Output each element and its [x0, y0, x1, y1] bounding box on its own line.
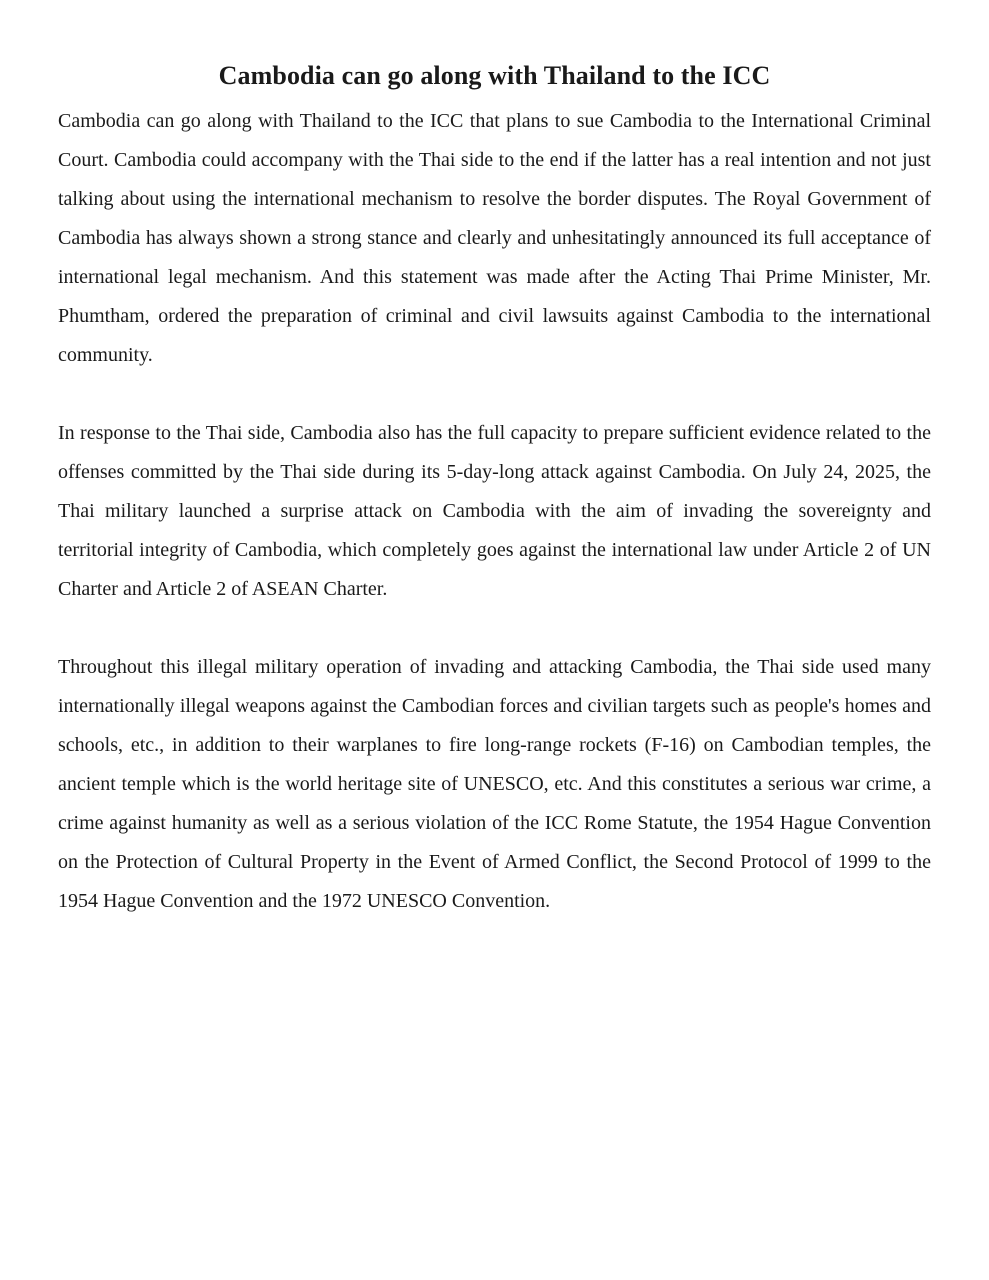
document-title: Cambodia can go along with Thailand to the ICC [218, 61, 771, 90]
paragraph-3: Throughout this illegal military operation of invading and attacking Cambodia, the Thai side used many internationally illegal weapons against the Cambodian forces and civilian targets such as people's homes and schools, etc., in addition to their warplanes to fire long-range rockets (F-16) on Cambodian temples, the ancient temple which is the world heritage site of UNESCO, etc. And this constitutes a serious war crime, a crime against humanity as well as a serious violation of the ICC Rome Statute, the 1954 Hague Convention on the Protection of Cultural Property in the Event of Armed Conflict, the Second Protocol of 1999 to the 1954 Hague Convention and the 1972 UNESCO Convention. [58, 656, 931, 912]
paragraph-2: In response to the Thai side, Cambodia also has the full capacity to prepare sufficient evidence related to the offenses committed by the Thai side during its 5-day-long attack against Cambodia. On July 24, 2025, the Thai military launched a surprise attack on Cambodia with the aim of invading the sovereignty and territorial integrity of Cambodia, which completely goes against the international law under Article 2 of UN Charter and Article 2 of ASEAN Charter. [58, 422, 931, 600]
document-page [58, 56, 931, 921]
paragraph-1: Cambodia can go along with Thailand to the ICC that plans to sue Cambodia to the International Criminal Court. Cambodia could accompany with the Thai side to the end if the latter has a real intention and not just talking about using the international mechanism to resolve the border disputes. The Royal Government of Cambodia has always shown a strong stance and clearly and unhesitatingly announced its full acceptance of international legal mechanism. And this statement was made after the Acting Thai Prime Minister, Mr. Phumtham, ordered the preparation of criminal and civil lawsuits against Cambodia to the international community. [58, 110, 931, 366]
